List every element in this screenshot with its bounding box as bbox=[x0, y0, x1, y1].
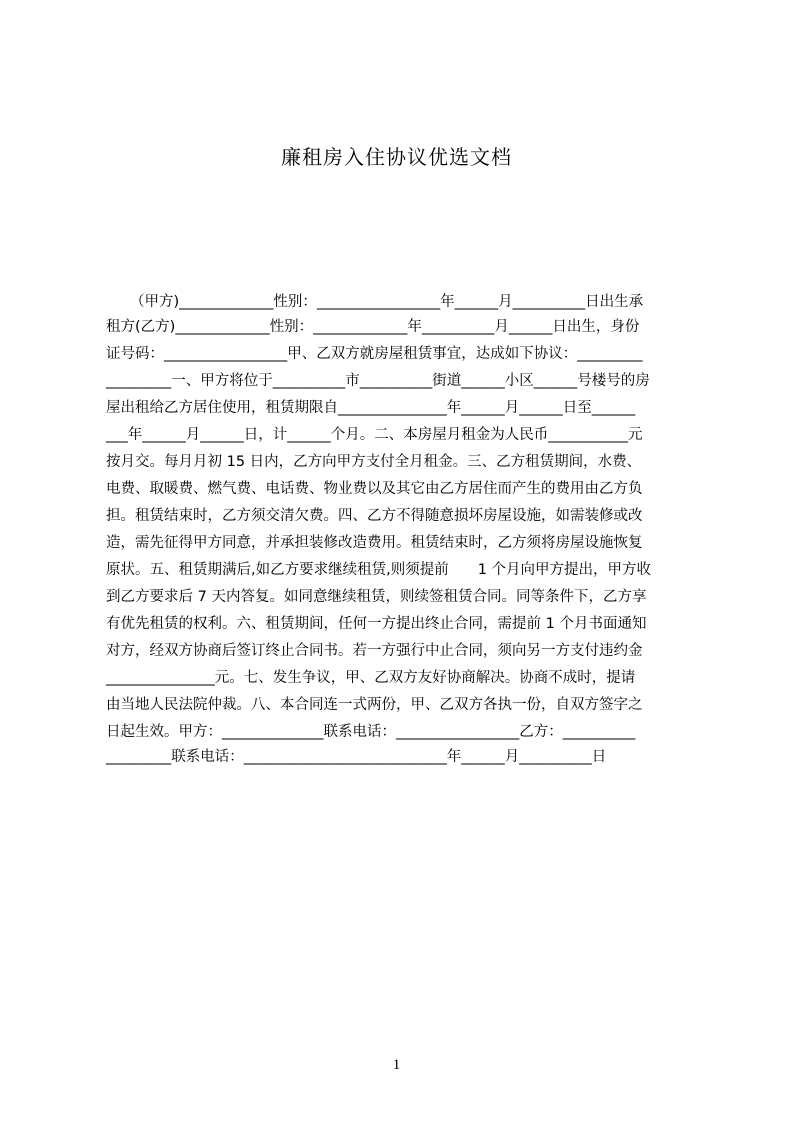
body-line: （甲方)_____________性别：_________________年______月__________日出生承 bbox=[130, 294, 644, 310]
body-line: 原状。五、租赁期满后,如乙方要求继续租赁,则须提前 1 个月向甲方提出，甲方收 bbox=[106, 562, 652, 578]
body-line: 屋出租给乙方居住使用，租赁期限自_______________年______月______日至______ bbox=[106, 400, 636, 416]
body-line: 担。租赁结束时，乙方须交清欠费。四、乙方不得随意损坏房屋设施，如需装修或改 bbox=[106, 508, 643, 524]
body-line: 到乙方要求后 7 天内答复。如同意继续租赁，则续签租赁合同。同等条件下，乙方享 bbox=[106, 589, 647, 605]
body-line: _______________元。七、发生争议，甲、乙双方友好协商解决。协商不成时，提请 bbox=[106, 670, 636, 686]
body-line: 有优先租赁的权利。六、租赁期间，任何一方提出终止合同，需提前 1 个月书面通知 bbox=[106, 616, 647, 632]
body-line: 对方，经双方协商后签订终止合同书。若一方强行中止合同，须向另一方支付违约金 bbox=[106, 643, 643, 659]
body-line: _________联系电话：____________________________年______月__________日 bbox=[106, 749, 607, 765]
body-line: 租方(乙方)_____________性别：_____________年__________月______日出生，身份 bbox=[106, 319, 640, 335]
body-line: 日起生效。甲方：______________联系电话：_________________乙方：__________ bbox=[106, 724, 636, 740]
body-line: 按月交。每月月初 15 日内，乙方向甲方支付全月租金。三、乙方租赁期间，水费、 bbox=[106, 454, 642, 470]
body-line: _________一、甲方将位于__________市__________街道______小区______号楼号的房 bbox=[106, 373, 650, 389]
body-line: ___年______月______日，计______个月。二、本房屋月租金为人民币___________元 bbox=[106, 427, 643, 443]
body-line: 证号码：_________________甲、乙双方就房屋租赁事宜，达成如下协议：_________ bbox=[106, 346, 643, 362]
body-line: 电费、取暖费、燃气费、电话费、物业费以及其它由乙方居住而产生的费用由乙方负 bbox=[106, 481, 643, 497]
body-line: 由当地人民法院仲裁。八、本合同连一式两份，甲、乙双方各执一份，自双方签字之 bbox=[106, 697, 643, 713]
body-line: 造，需先征得甲方同意，并承担装修改造费用。租赁结束时，乙方须将房屋设施恢复 bbox=[106, 535, 643, 551]
page-title: 廉租房入住协议优选文档 bbox=[281, 145, 512, 169]
page-number: 1 bbox=[392, 1057, 401, 1073]
